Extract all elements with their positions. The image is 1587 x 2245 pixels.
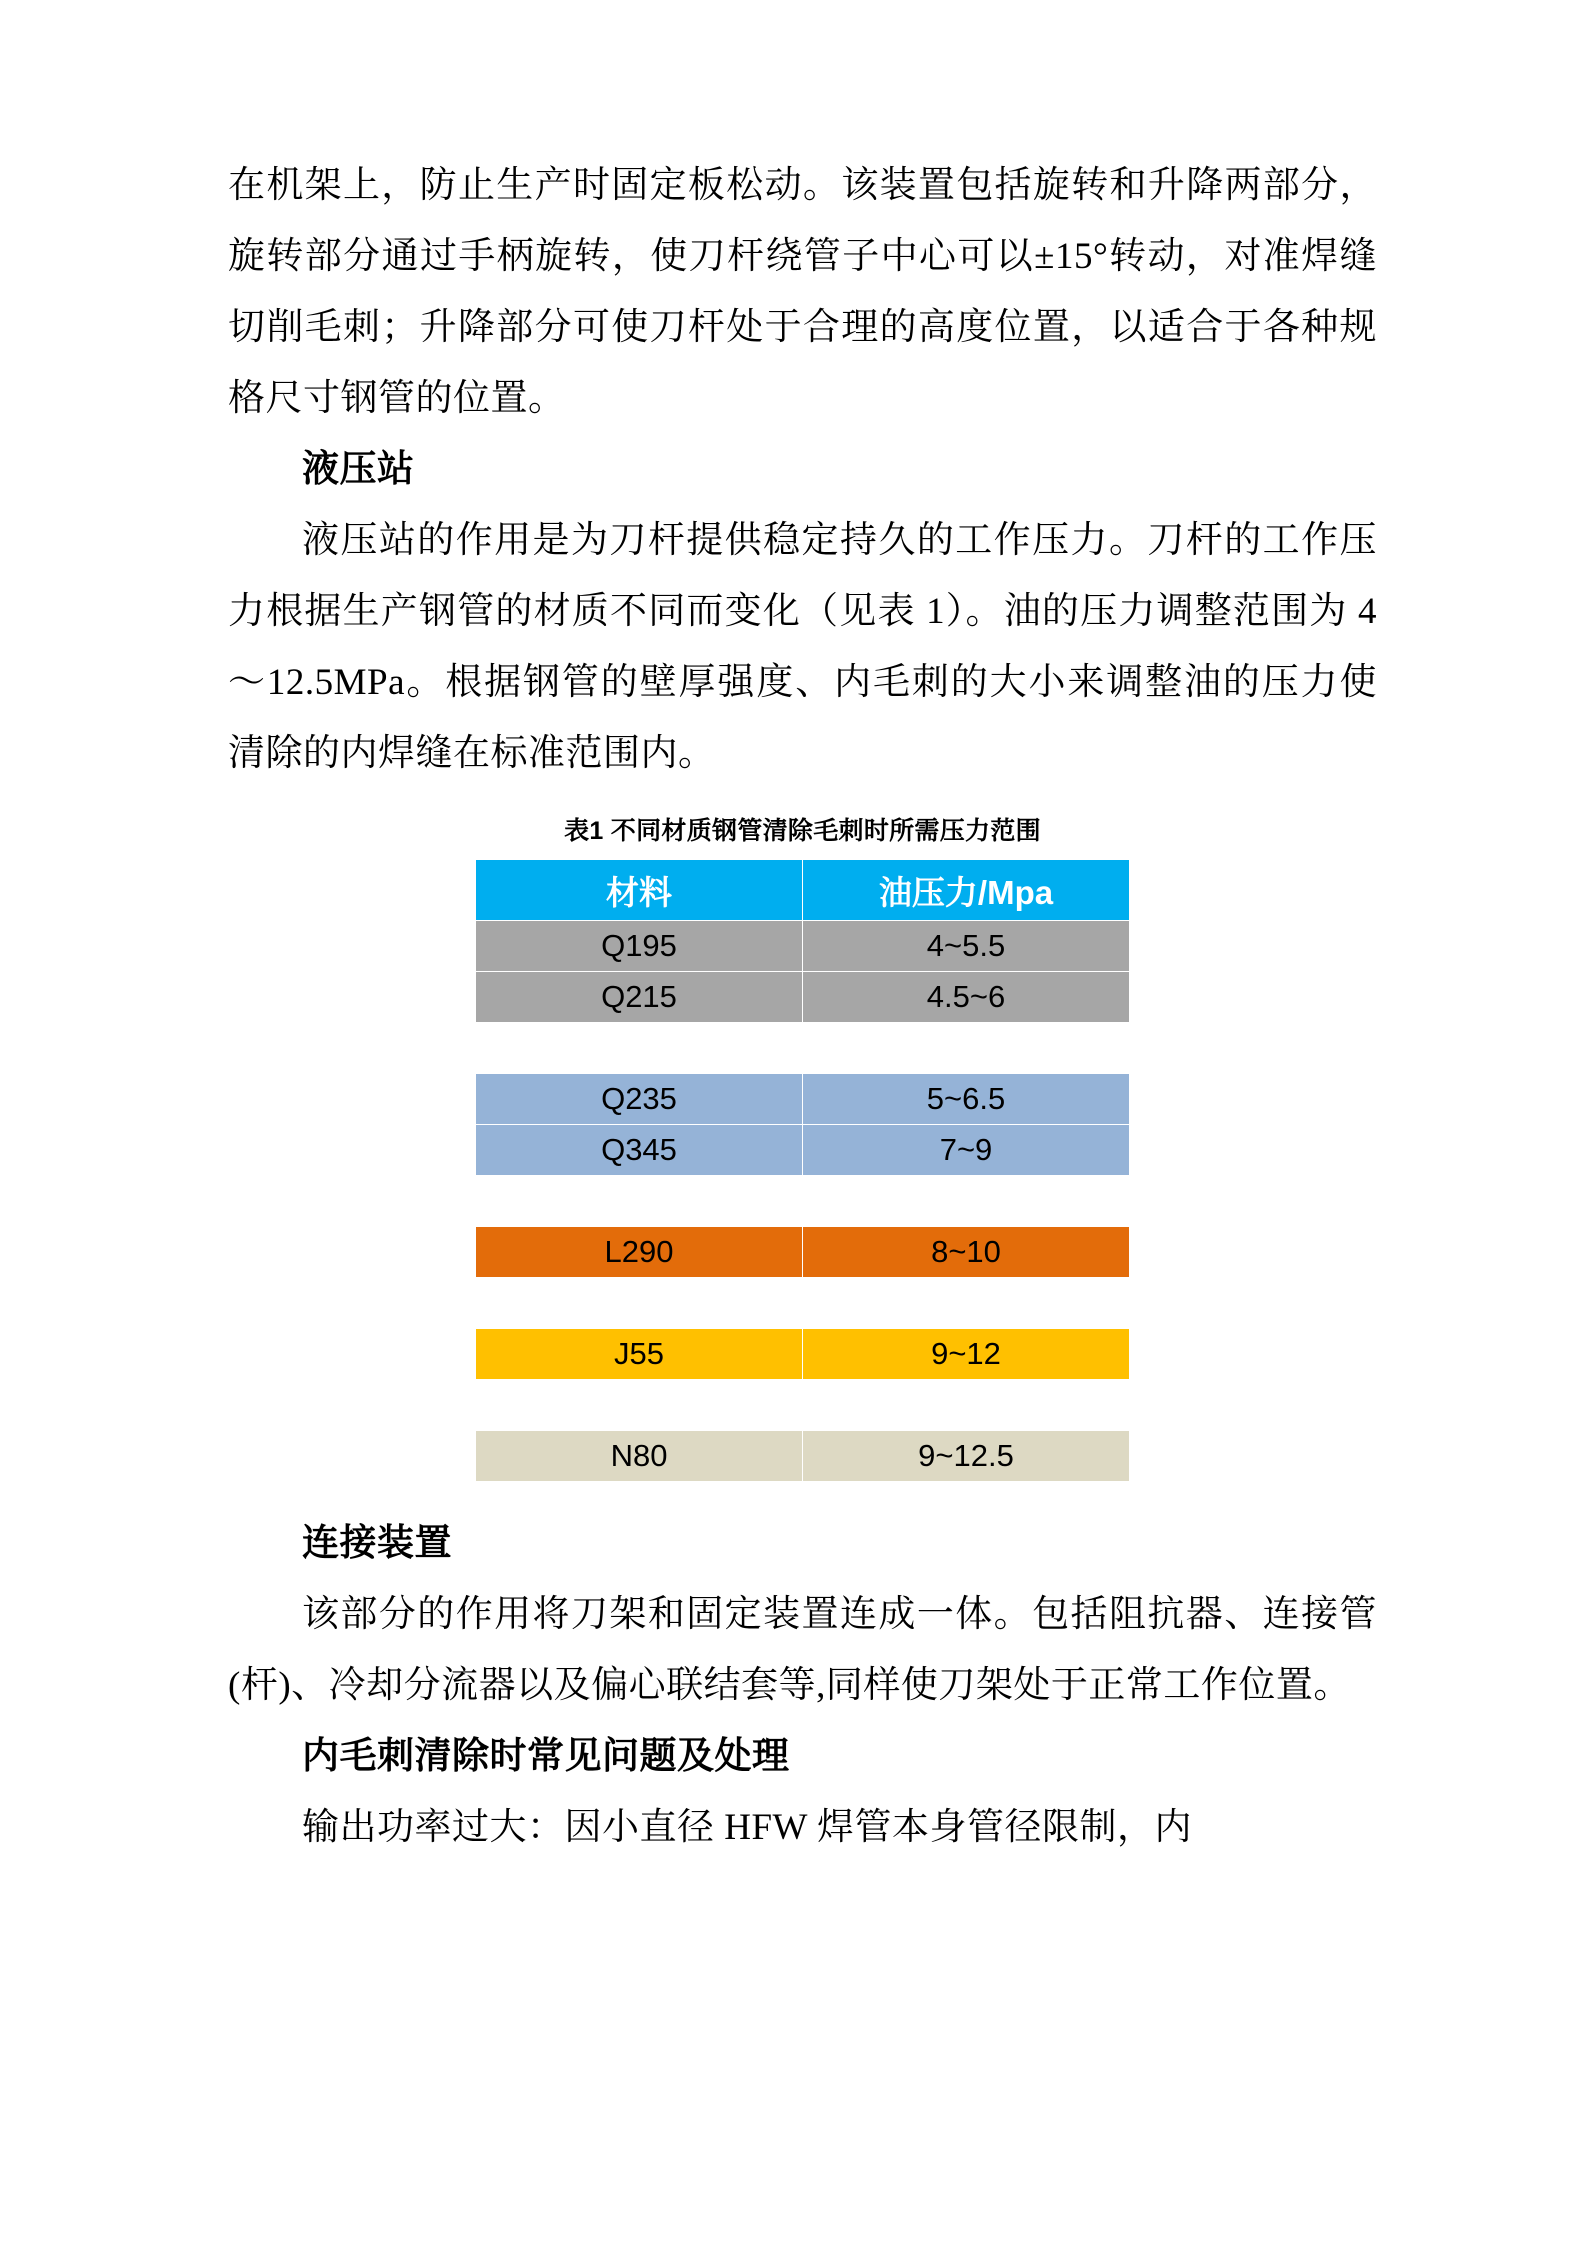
table-body	[476, 921, 1130, 1482]
paragraph-common-problems: 输出功率过大：因小直径 HFW 焊管本身管径限制，内	[302, 1807, 1193, 1848]
table-spacer-row	[476, 1023, 1130, 1074]
table-row	[476, 1125, 1130, 1176]
table-cell-material: Q195	[476, 921, 803, 972]
table-spacer-cell	[476, 1176, 1130, 1227]
table-cell-pressure: 4~5.5	[803, 921, 1130, 972]
table-cell-material: J55	[476, 1329, 803, 1380]
table-spacer-cell	[476, 1023, 1130, 1074]
table-cell-pressure: 9~12	[803, 1329, 1130, 1380]
paragraph-hydraulic-station: 液压站的作用是为刀杆提供稳定持久的工作压力。刀杆的工作压力根据生产钢管的材质不同而变化（见表 1）。油的压力调整范围为 4～12.5MPa。根据钢管的壁厚强度、内毛刺的大小来调整油的压力使清除的内焊缝在标准范围内。	[228, 520, 1377, 774]
table-cell-pressure: 5~6.5	[803, 1074, 1130, 1125]
table-spacer-row	[476, 1380, 1130, 1431]
table-cell-material: Q215	[476, 972, 803, 1023]
table-cell-pressure: 9~12.5	[803, 1431, 1130, 1482]
table-cell-material: Q345	[476, 1125, 803, 1176]
table-row	[476, 1227, 1130, 1278]
table-caption: 表1 不同材质钢管清除毛刺时所需压力范围	[564, 817, 1041, 845]
table-header	[476, 860, 1130, 921]
table-row	[476, 1074, 1130, 1125]
table-header-material: 材料	[476, 860, 803, 921]
table-header-pressure: 油压力/Mpa	[803, 860, 1130, 921]
heading-hydraulic-station: 液压站	[302, 449, 415, 490]
table-spacer-cell	[476, 1380, 1130, 1431]
table-spacer-row	[476, 1278, 1130, 1329]
table-cell-pressure: 8~10	[803, 1227, 1130, 1278]
pressure-table	[475, 859, 1130, 1482]
heading-common-problems: 内毛刺清除时常见问题及处理	[302, 1736, 790, 1777]
table-row	[476, 921, 1130, 972]
table-row	[476, 1329, 1130, 1380]
paragraph-frame-device: 在机架上，防止生产时固定板松动。该装置包括旋转和升降两部分，旋转部分通过手柄旋转，使刀杆绕管子中心可以±15°转动，对准焊缝切削毛刺；升降部分可使刀杆处于合理的高度位置，以适合于各种规格尺寸钢管的位置。	[228, 165, 1377, 419]
table-cell-pressure: 7~9	[803, 1125, 1130, 1176]
table-cell-material: N80	[476, 1431, 803, 1482]
table-spacer-cell	[476, 1278, 1130, 1329]
table-header-row	[476, 860, 1130, 921]
table-row	[476, 1431, 1130, 1482]
table-cell-material: Q235	[476, 1074, 803, 1125]
table-row	[476, 972, 1130, 1023]
table-cell-pressure: 4.5~6	[803, 972, 1130, 1023]
table-spacer-row	[476, 1176, 1130, 1227]
table-cell-material: L290	[476, 1227, 803, 1278]
heading-connection-device: 连接装置	[302, 1523, 452, 1564]
paragraph-connection-device: 该部分的作用将刀架和固定装置连成一体。包括阻抗器、连接管(杆)、冷却分流器以及偏心联结套等,同样使刀架处于正常工作位置。	[228, 1594, 1377, 1706]
pressure-table-wrapper	[228, 859, 1377, 1482]
